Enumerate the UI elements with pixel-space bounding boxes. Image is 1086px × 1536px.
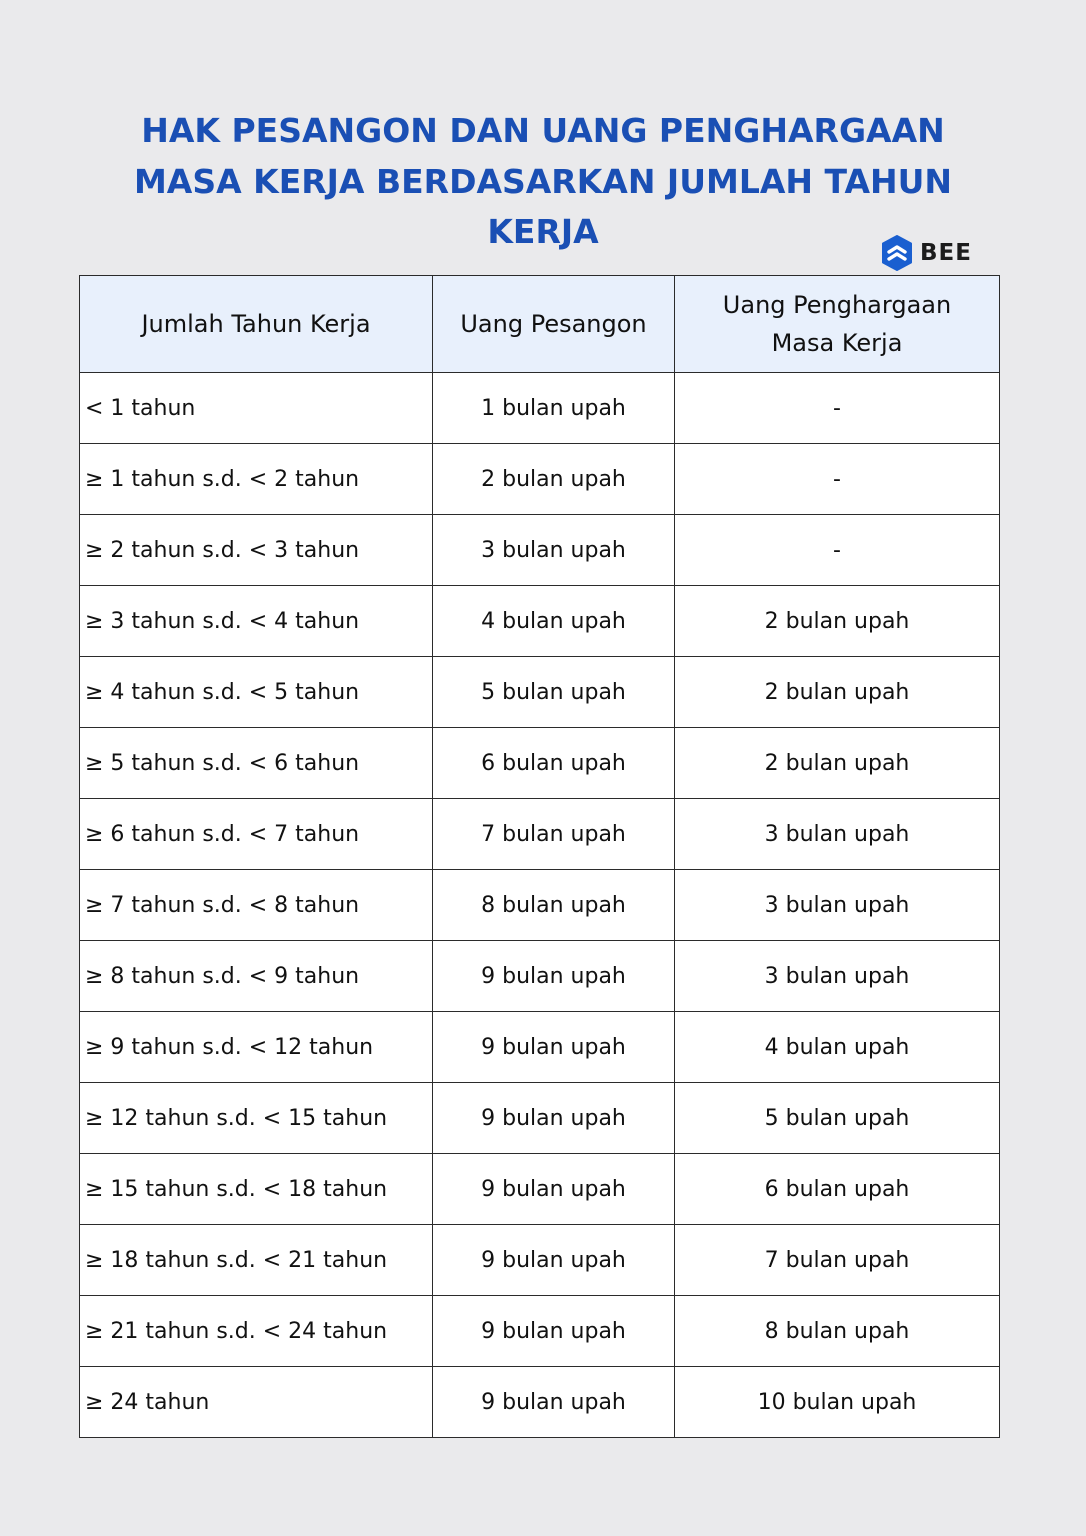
cell-penghargaan: 2 bulan upah [675,657,1000,728]
cell-pesangon: 9 bulan upah [433,1012,675,1083]
cell-penghargaan: 5 bulan upah [675,1083,1000,1154]
cell-years: ≥ 3 tahun s.d. < 4 tahun [80,586,433,657]
cell-penghargaan: 2 bulan upah [675,586,1000,657]
bee-logo [880,235,972,271]
table-row [80,728,1000,799]
bee-hexagon-chevrons-icon [880,235,914,271]
table-row [80,373,1000,444]
logo-text: BEE [920,240,972,266]
cell-pesangon: 7 bulan upah [433,799,675,870]
cell-years: ≥ 7 tahun s.d. < 8 tahun [80,870,433,941]
cell-pesangon: 2 bulan upah [433,444,675,515]
table-row [80,586,1000,657]
cell-pesangon: 1 bulan upah [433,373,675,444]
cell-years: ≥ 24 tahun [80,1367,433,1438]
cell-years: ≥ 21 tahun s.d. < 24 tahun [80,1296,433,1367]
table-row [80,1083,1000,1154]
cell-years: ≥ 12 tahun s.d. < 15 tahun [80,1083,433,1154]
table-row [80,870,1000,941]
title-line-2: MASA KERJA BERDASARKAN JUMLAH TAHUN [133,161,953,201]
cell-pesangon: 3 bulan upah [433,515,675,586]
header-uang-penghargaan-masa-kerja: Uang Penghargaan Masa Kerja [675,276,1000,373]
cell-pesangon: 4 bulan upah [433,586,675,657]
table-row [80,1225,1000,1296]
table-row [80,1154,1000,1225]
table-row [80,515,1000,586]
header-uang-pesangon: Uang Pesangon [433,276,675,373]
cell-penghargaan: 3 bulan upah [675,799,1000,870]
cell-penghargaan: - [675,373,1000,444]
cell-years: ≥ 15 tahun s.d. < 18 tahun [80,1154,433,1225]
table-header-row [80,276,1000,373]
cell-penghargaan: - [675,444,1000,515]
cell-pesangon: 6 bulan upah [433,728,675,799]
cell-penghargaan: 6 bulan upah [675,1154,1000,1225]
cell-penghargaan: 7 bulan upah [675,1225,1000,1296]
cell-years: ≥ 6 tahun s.d. < 7 tahun [80,799,433,870]
cell-penghargaan: 8 bulan upah [675,1296,1000,1367]
cell-years: ≥ 9 tahun s.d. < 12 tahun [80,1012,433,1083]
cell-penghargaan: 3 bulan upah [675,941,1000,1012]
table-row [80,1296,1000,1367]
cell-pesangon: 9 bulan upah [433,1296,675,1367]
severance-table [79,275,1000,1438]
cell-years: ≥ 18 tahun s.d. < 21 tahun [80,1225,433,1296]
cell-penghargaan: 10 bulan upah [675,1367,1000,1438]
cell-pesangon: 9 bulan upah [433,941,675,1012]
cell-years: ≥ 1 tahun s.d. < 2 tahun [80,444,433,515]
cell-years: ≥ 5 tahun s.d. < 6 tahun [80,728,433,799]
table-row [80,444,1000,515]
cell-pesangon: 9 bulan upah [433,1154,675,1225]
cell-years: ≥ 2 tahun s.d. < 3 tahun [80,515,433,586]
header-jumlah-tahun-kerja: Jumlah Tahun Kerja [80,276,433,373]
cell-penghargaan: 4 bulan upah [675,1012,1000,1083]
cell-pesangon: 8 bulan upah [433,870,675,941]
cell-pesangon: 9 bulan upah [433,1225,675,1296]
cell-pesangon: 5 bulan upah [433,657,675,728]
title-line-1: HAK PESANGON DAN UANG PENGHARGAAN [141,111,945,150]
table-row [80,1012,1000,1083]
cell-years: ≥ 8 tahun s.d. < 9 tahun [80,941,433,1012]
cell-penghargaan: 3 bulan upah [675,870,1000,941]
table-row [80,799,1000,870]
title-line-3: KERJA [487,212,599,251]
cell-years: < 1 tahun [80,373,433,444]
cell-penghargaan: 2 bulan upah [675,728,1000,799]
cell-pesangon: 9 bulan upah [433,1367,675,1438]
table-row [80,941,1000,1012]
cell-pesangon: 9 bulan upah [433,1083,675,1154]
table-row [80,1367,1000,1438]
table-row [80,657,1000,728]
cell-years: ≥ 4 tahun s.d. < 5 tahun [80,657,433,728]
cell-penghargaan: - [675,515,1000,586]
